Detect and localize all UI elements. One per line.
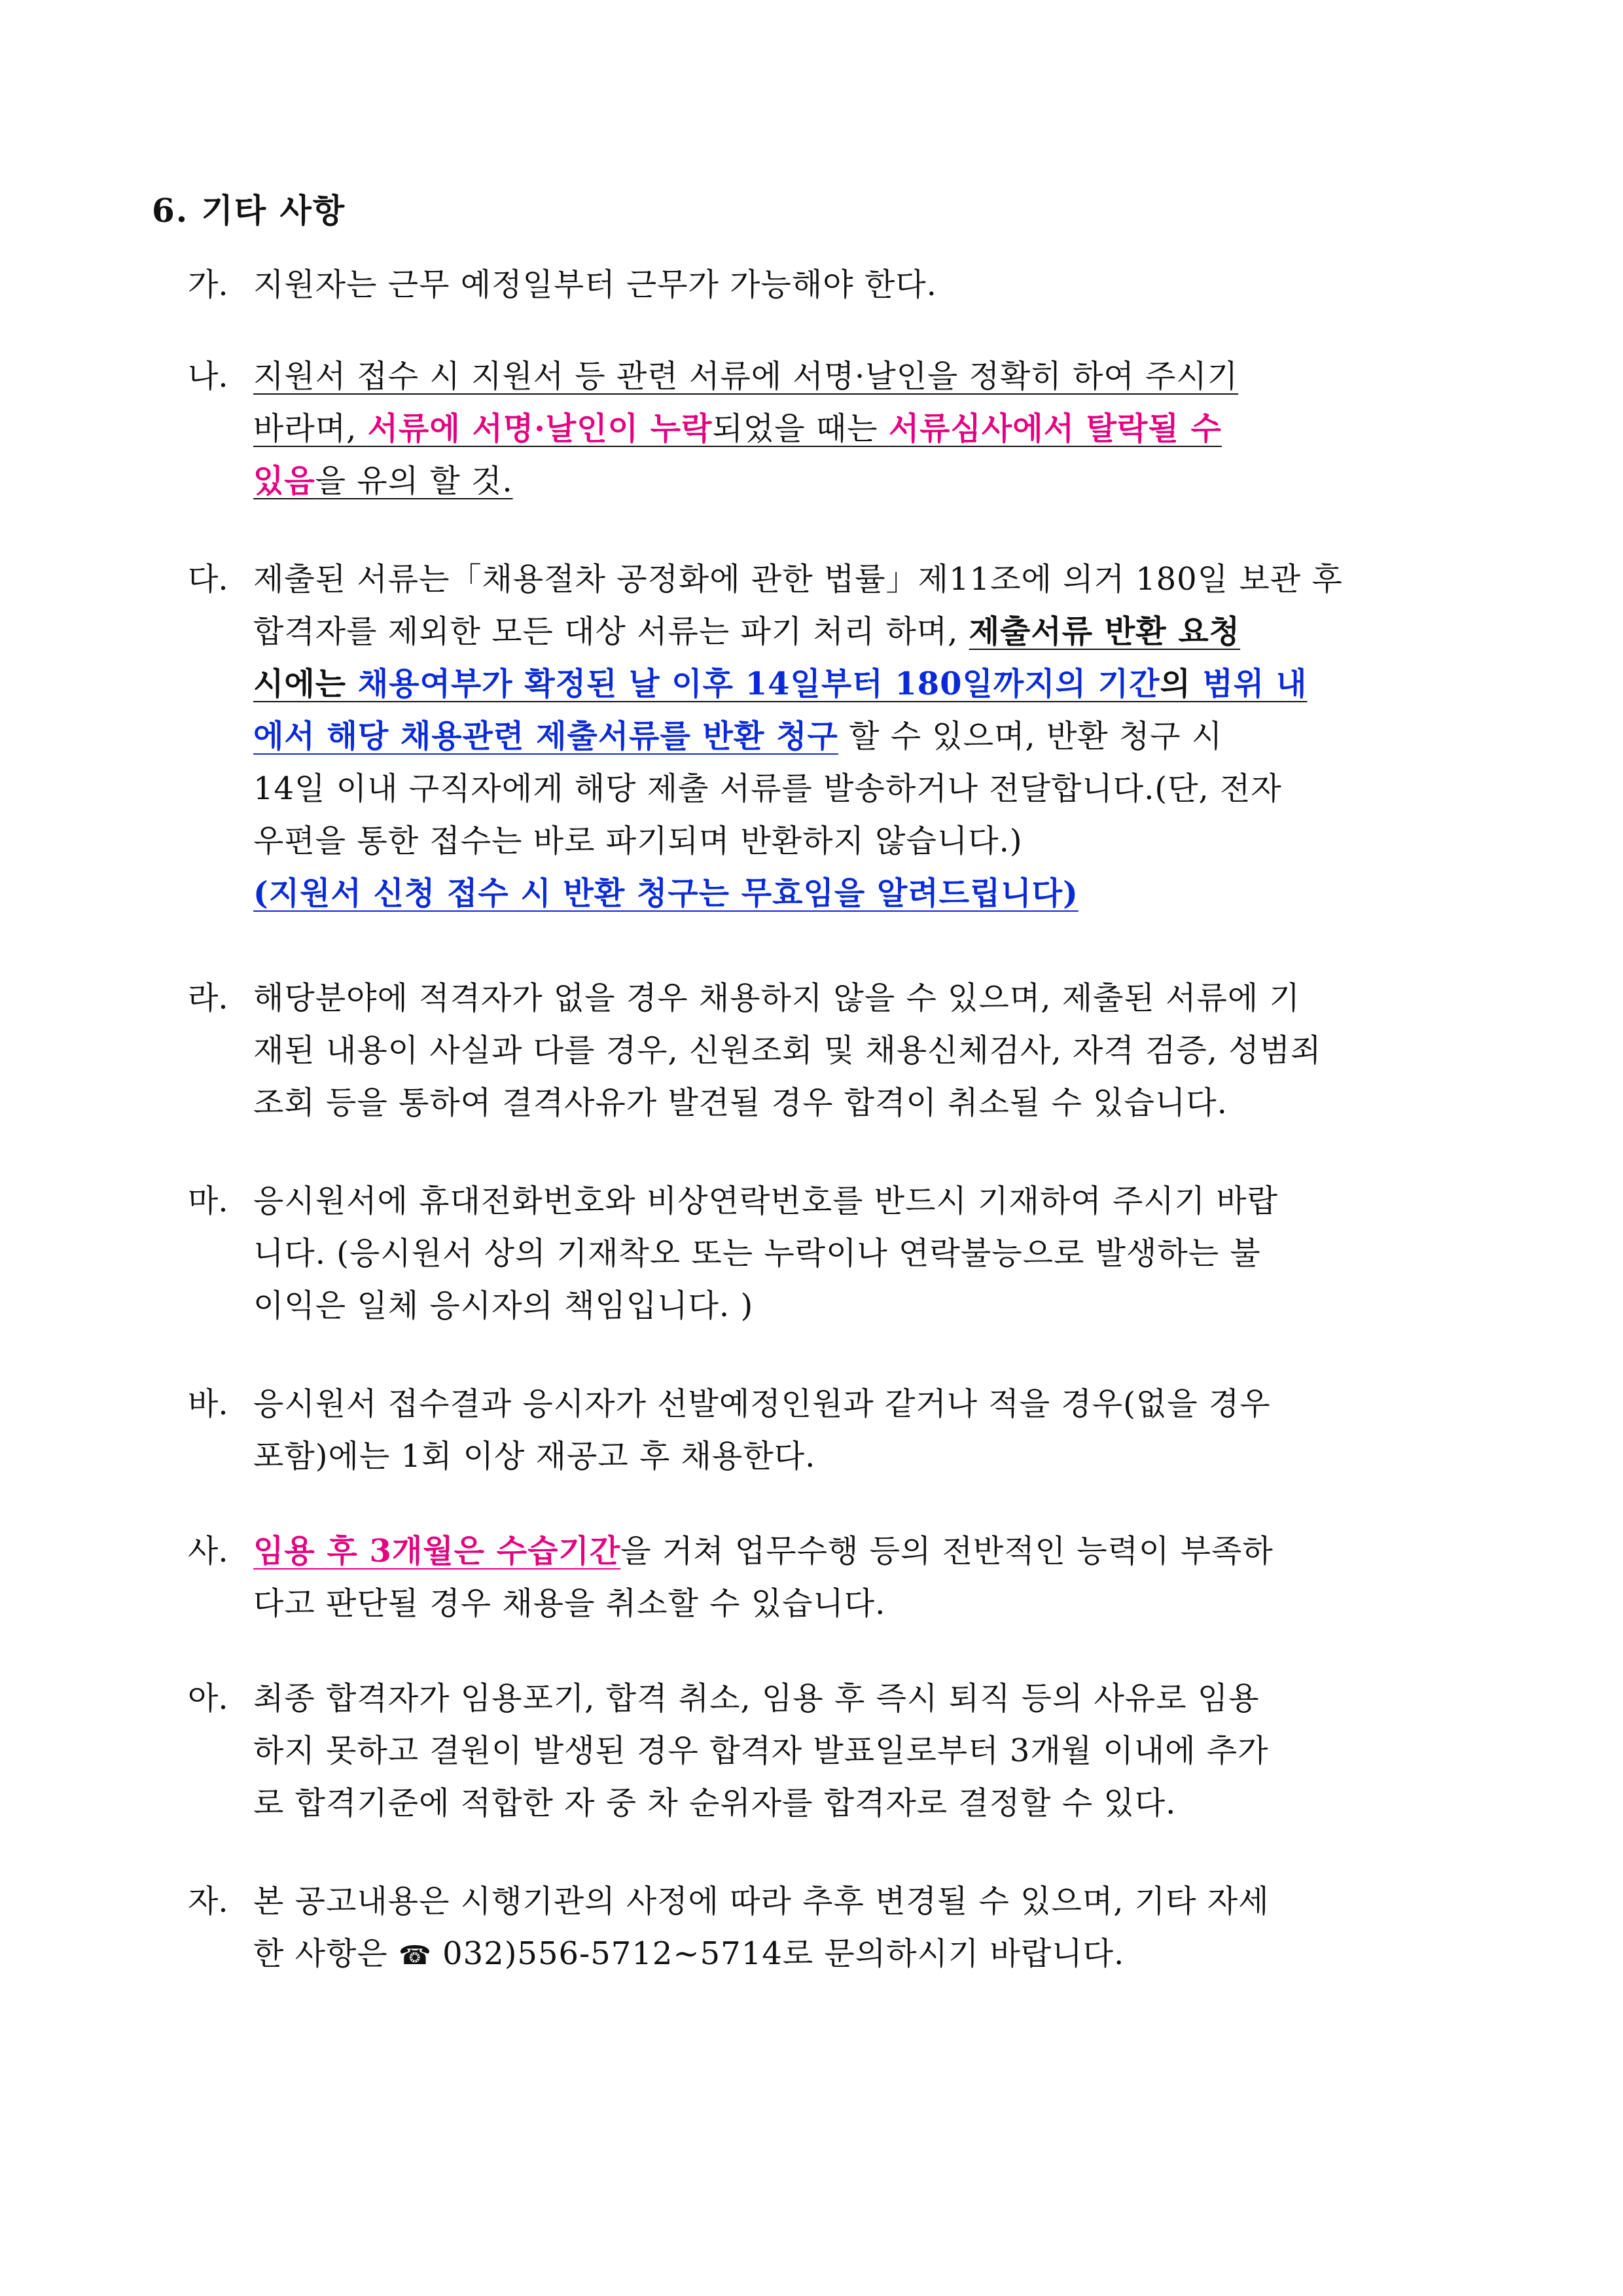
item-line <box>253 350 1480 403</box>
item-line <box>253 455 1480 507</box>
emphasis-text: 임용 후 3개월은 수습기간 <box>253 1533 621 1570</box>
item-line <box>253 1430 1480 1482</box>
section-heading: 6. 기타 사항 <box>152 191 346 230</box>
item-line <box>253 1875 1480 1928</box>
item-marker: 가. <box>188 266 228 303</box>
item-line <box>253 1280 1480 1332</box>
emphasis-text: 범위 내 <box>1202 666 1308 702</box>
item-line <box>253 1077 1480 1129</box>
item-line <box>253 762 1480 815</box>
item-line <box>253 1777 1480 1829</box>
text-run: 하지 못하고 결원이 발생된 경우 합격자 발표일로부터 3개월 이내에 추가 <box>253 1732 1269 1769</box>
text-run: 포함)에는 1회 이상 재공고 후 채용한다. <box>253 1438 816 1475</box>
text-run: 본 공고내용은 시행기관의 사정에 따라 추후 변경될 수 있으며, 기타 자세 <box>253 1883 1270 1920</box>
emphasis-text: (지원서 신청 접수 시 반환 청구는 무효임을 알려드립니다) <box>253 875 1079 912</box>
list-item-ra <box>188 972 1480 1129</box>
text-run: 을 유의 할 것. <box>315 463 513 499</box>
emphasis-text: 제출서류 반환 요청 <box>969 613 1241 650</box>
emphasis-text: 서류심사에서 탈락될 수 <box>888 410 1222 447</box>
item-marker: 아. <box>188 1680 228 1717</box>
item-marker: 사. <box>188 1533 228 1570</box>
item-line <box>253 815 1480 867</box>
phone-icon: ☎ <box>399 1941 432 1971</box>
text-run: 로 합격기준에 적합한 자 중 차 순위자를 합격자로 결정할 수 있다. <box>253 1785 1177 1821</box>
item-line <box>253 1378 1480 1430</box>
item-line <box>253 972 1480 1024</box>
item-marker: 바. <box>188 1386 228 1422</box>
text-run: 032)556-5712~5714로 문의하시기 바랍니다. <box>431 1935 1125 1972</box>
item-line <box>253 553 1480 605</box>
text-run: 지원서 접수 시 지원서 등 관련 서류에 서명·날인을 정확히 하여 주시기 <box>253 358 1239 395</box>
text-run: 응시원서에 휴대전화번호와 비상연락번호를 반드시 기재하여 주시기 바랍 <box>253 1183 1278 1219</box>
text-run: 우편을 통한 접수는 바로 파기되며 반환하지 않습니다.) <box>253 823 1023 859</box>
item-line <box>253 658 1480 710</box>
text-run: 합격자를 제외한 모든 대상 서류는 파기 처리 하며, <box>253 613 969 650</box>
text-run: 되었을 때는 <box>712 410 889 447</box>
item-line <box>253 1227 1480 1280</box>
item-line <box>253 1024 1480 1077</box>
text-run: 14일 이내 구직자에게 해당 제출 서류를 발송하거나 전달합니다.(단, 전자 <box>253 770 1282 807</box>
item-line <box>253 605 1480 658</box>
text-run: 바라며, <box>253 410 368 447</box>
emphasis-text: 서류에 서명·날인이 누락 <box>367 410 713 447</box>
text-run: 조회 등을 통하여 결격사유가 발견될 경우 합격이 취소될 수 있습니다. <box>253 1085 1228 1121</box>
emphasis-text: 있음 <box>253 463 315 499</box>
text-run: 니다. (응시원서 상의 기재착오 또는 누락이나 연락불능으로 발생하는 불 <box>253 1235 1261 1272</box>
item-marker: 마. <box>188 1183 228 1219</box>
item-line <box>253 403 1480 455</box>
item-marker: 나. <box>188 358 228 395</box>
list-item-ja <box>188 1875 1480 1982</box>
text-run: 해당분야에 적격자가 없을 경우 채용하지 않을 수 있으며, 제출된 서류에 기 <box>253 980 1300 1016</box>
item-marker: 자. <box>188 1883 228 1920</box>
item-marker: 라. <box>188 980 228 1016</box>
emphasis-text: 에서 해당 채용관련 제출서류를 반환 청구 <box>253 718 838 755</box>
text-run: 한 사항은 <box>253 1935 399 1972</box>
text-run: 재된 내용이 사실과 다를 경우, 신원조회 및 채용신체검사, 자격 검증, 성범죄 <box>253 1032 1322 1069</box>
emphasis-text: 시에는 <box>253 666 358 702</box>
item-line <box>253 710 1480 762</box>
text-run: 최종 합격자가 임용포기, 합격 취소, 임용 후 즉시 퇴직 등의 사유로 임용 <box>253 1680 1260 1717</box>
text-run: 이익은 일체 응시자의 책임입니다. ) <box>253 1287 754 1324</box>
list-item-ga <box>188 259 1480 311</box>
item-line <box>253 1725 1480 1777</box>
item-line <box>253 259 1480 311</box>
list-item-ba <box>188 1378 1480 1482</box>
emphasis-text: 의 <box>1160 666 1203 702</box>
text-run: 지원자는 근무 예정일부터 근무가 가능해야 한다. <box>253 266 937 303</box>
list-item-da <box>188 553 1480 920</box>
list-item-na <box>188 350 1480 507</box>
text-run: 제출된 서류는「채용절차 공정화에 관한 법률」제11조에 의거 180일 보관 후 <box>253 561 1343 598</box>
item-line <box>253 1672 1480 1725</box>
item-line <box>253 1525 1480 1577</box>
item-line <box>253 867 1480 920</box>
list-item-a <box>188 1672 1480 1829</box>
text-run: 응시원서 접수결과 응시자가 선발예정인원과 같거나 적을 경우(없을 경우 <box>253 1386 1271 1422</box>
list-item-sa <box>188 1525 1480 1630</box>
item-marker: 다. <box>188 561 228 598</box>
list-item-ma <box>188 1175 1480 1332</box>
text-run: 다고 판단될 경우 채용을 취소할 수 있습니다. <box>253 1585 886 1622</box>
text-run: 을 거쳐 업무수행 등의 전반적인 능력이 부족하 <box>620 1533 1274 1570</box>
emphasis-text: 채용여부가 확정된 날 이후 14일부터 180일까지의 기간 <box>357 666 1160 702</box>
text-run: 할 수 있으며, 반환 청구 시 <box>838 718 1223 755</box>
item-line <box>253 1928 1480 1982</box>
item-line <box>253 1175 1480 1227</box>
item-line <box>253 1577 1480 1630</box>
